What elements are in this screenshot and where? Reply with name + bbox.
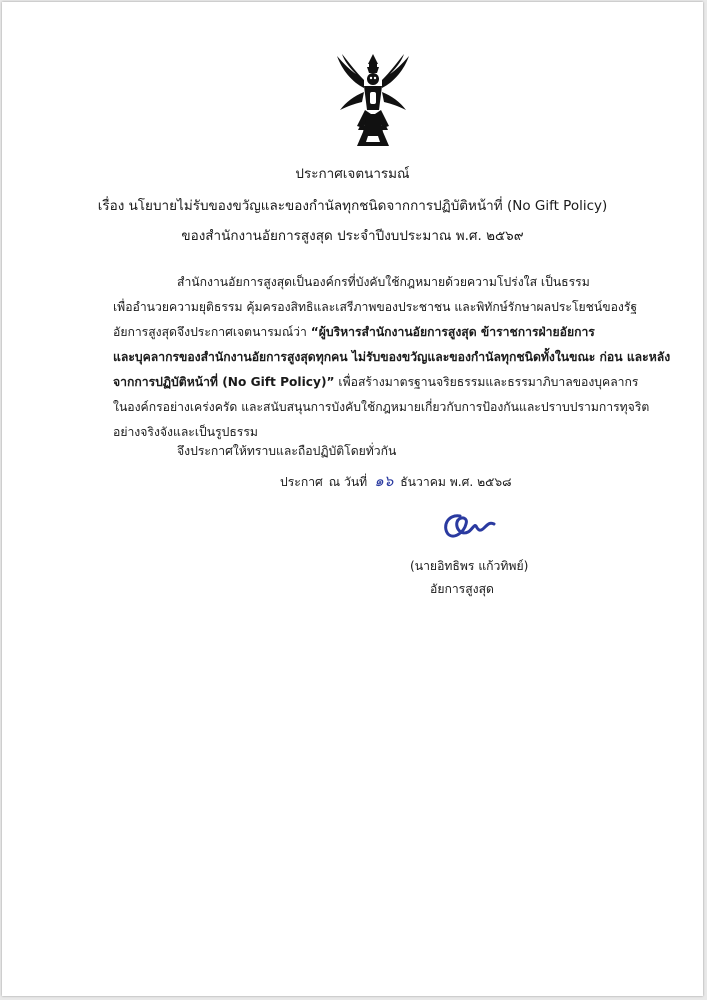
body-line: และบุคลากรของสำนักงานอัยการสูงสุดทุกคน ไม่รับของขวัญและของกำนัลทุกชนิดทั้งในขณะ ก่อน และหลัง: [113, 350, 671, 364]
document-page: [2, 2, 703, 996]
handwritten-signature: [438, 506, 498, 546]
announcement-line: จึงประกาศให้ทราบและถือปฏิบัติโดยทั่วกัน: [177, 444, 397, 458]
date-day: ๑๖: [374, 472, 394, 490]
signer-title: อัยการสูงสุด: [430, 582, 494, 596]
document-fiscal-year: ของสำนักงานอัยการสูงสุด ประจำปีงบประมาณ พ.ศ. ๒๕๖๙: [181, 228, 524, 244]
body-paragraph: [113, 270, 671, 445]
document-subject: เรื่อง นโยบายไม่รับของขวัญและของกำนัลทุกชนิดจากการปฏิบัติหน้าที่ (No Gift Policy): [97, 198, 608, 214]
date-line: [280, 472, 512, 491]
body-text-normal: อัยการสูงสุดจึงประกาศเจตนารมณ์ว่า: [113, 325, 307, 339]
date-month-year: ธันวาคม พ.ศ. ๒๕๖๘: [400, 475, 512, 489]
date-at-day: ณ วันที่: [328, 475, 368, 489]
body-line: ในองค์กรอย่างเคร่งครัด และสนับสนุนการบังคับใช้กฎหมายเกี่ยวกับการป้องกันและปราบปรามการทุจริต: [113, 400, 650, 414]
body-text-bold: “ผู้บริหารสำนักงานอัยการสูงสุด ข้าราชการฝ่ายอัยการ: [310, 325, 595, 339]
body-line: [113, 320, 595, 345]
document-title: ประกาศเจตนารมณ์: [295, 166, 410, 182]
body-text-bold: จากการปฏิบัติหน้าที่ (No Gift Policy)”: [113, 375, 335, 389]
body-line: อย่างจริงจังและเป็นรูปธรรม: [113, 425, 258, 439]
body-line: [113, 370, 639, 395]
signer-name: (นายอิทธิพร แก้วทิพย์): [410, 559, 529, 573]
body-line: สำนักงานอัยการสูงสุดเป็นองค์กรที่บังคับใช้กฎหมายด้วยความโปร่งใส เป็นธรรม: [177, 275, 590, 289]
body-line: เพื่ออำนวยความยุติธรรม คุ้มครองสิทธิและเสรีภาพของประชาชน และพิทักษ์รักษาผลประโยชน์ของรัฐ: [113, 300, 638, 314]
body-text-normal: เพื่อสร้างมาตรฐานจริยธรรมและธรรมาภิบาลของบุคลากร: [338, 375, 639, 389]
garuda-emblem-icon: [334, 52, 412, 148]
date-prefix: ประกาศ: [280, 475, 323, 489]
